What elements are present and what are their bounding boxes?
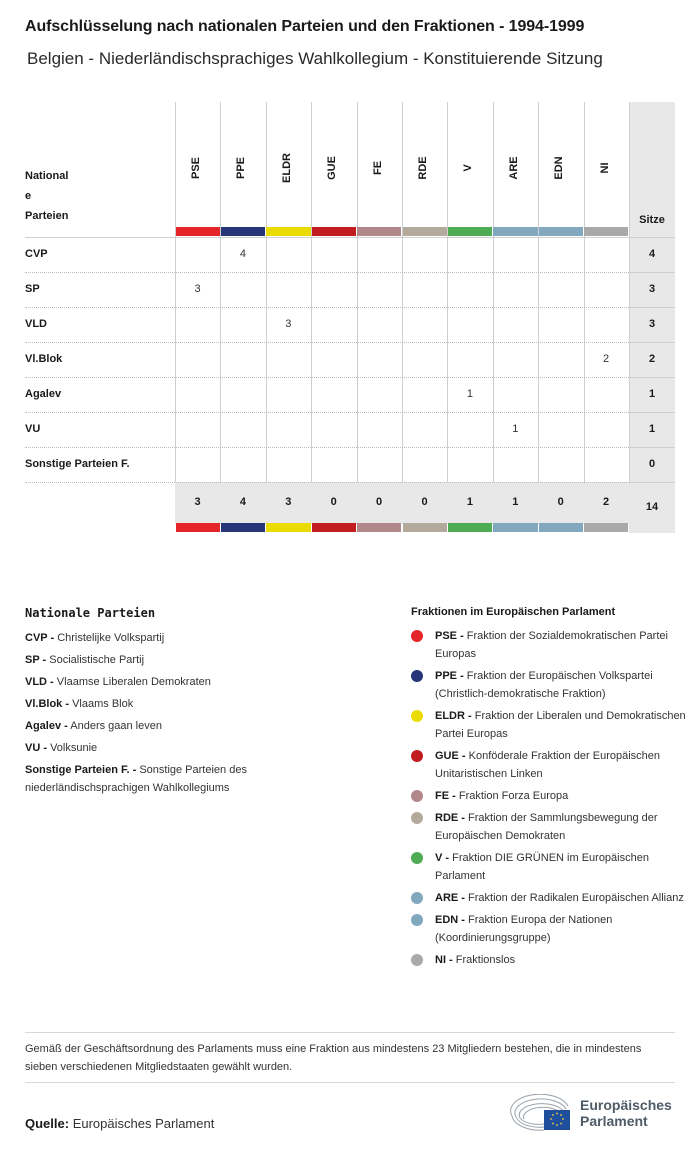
party-abbreviation: VU - bbox=[25, 742, 47, 754]
column-total: 1 bbox=[512, 496, 519, 508]
legend-group-item bbox=[411, 667, 691, 703]
party-abbreviation: Agalev - bbox=[25, 720, 68, 732]
legend-parties-title: Nationale Parteien bbox=[25, 606, 156, 620]
party-abbreviation: SP - bbox=[25, 654, 47, 666]
group-abbreviation: ELDR - bbox=[435, 710, 472, 722]
legend-party-item bbox=[25, 673, 355, 691]
group-color-bar-bottom-eldr bbox=[266, 523, 310, 532]
row-label: VU bbox=[25, 423, 41, 435]
row-header-label: National e Parteien bbox=[25, 170, 69, 222]
footnote: Gemäß der Geschäftsordnung des Parlaments muss eine Fraktion aus mindestens 23 Mitgliedern bestehen, die in mindestens sieben verschiedenen Mitgliedstaaten gewählt wurden. bbox=[25, 1043, 642, 1073]
column-total: 0 bbox=[421, 496, 428, 508]
row-seats-total: 4 bbox=[648, 248, 656, 260]
group-abbreviation: RDE - bbox=[435, 812, 465, 824]
column-total: 3 bbox=[194, 496, 201, 508]
table-cell: 3 bbox=[194, 283, 201, 295]
legend-group-item bbox=[411, 849, 691, 885]
column-header-edn: EDN bbox=[553, 156, 566, 180]
row-divider-seats bbox=[629, 342, 675, 343]
party-abbreviation: Vl.Blok - bbox=[25, 698, 70, 710]
party-name: Volksunie bbox=[50, 742, 98, 754]
group-color-dot-icon bbox=[411, 630, 423, 642]
row-divider bbox=[25, 272, 629, 273]
group-name: Fraktionslos bbox=[455, 954, 516, 966]
row-divider-seats bbox=[629, 447, 675, 448]
column-header-ppe: PPE bbox=[235, 157, 248, 180]
legend-party-item bbox=[25, 739, 355, 757]
group-color-dot-icon bbox=[411, 954, 423, 966]
ep-logo bbox=[508, 1094, 678, 1134]
row-divider bbox=[25, 377, 629, 378]
row-label: CVP bbox=[25, 248, 48, 260]
group-name: Fraktion der Sammlungsbewegung der Europäischen Demokraten bbox=[435, 812, 658, 842]
group-color-dot-icon bbox=[411, 852, 423, 864]
legend-group-item bbox=[411, 627, 691, 663]
legend-group-item bbox=[411, 747, 691, 783]
table-cell: 4 bbox=[239, 248, 246, 260]
party-abbreviation: VLD - bbox=[25, 676, 54, 688]
legend-party-item bbox=[25, 761, 355, 797]
page-title: Aufschlüsselung nach nationalen Parteien und den Fraktionen - 1994-1999 bbox=[25, 18, 585, 35]
group-color-bar-bottom-ppe bbox=[221, 523, 265, 532]
legend-national-parties bbox=[25, 606, 355, 801]
group-color-bar-bottom-gue bbox=[312, 523, 356, 532]
group-abbreviation: ARE - bbox=[435, 892, 465, 904]
group-name: Fraktion der Sozialdemokratischen Partei Europas bbox=[435, 630, 668, 660]
column-divider bbox=[538, 102, 539, 482]
legend-party-item bbox=[25, 717, 355, 735]
column-total: 3 bbox=[285, 496, 292, 508]
party-name: Christelijke Volkspartij bbox=[57, 632, 165, 644]
group-color-dot-icon bbox=[411, 914, 423, 926]
party-name: Socialistische Partij bbox=[49, 654, 145, 666]
source-line bbox=[25, 1116, 214, 1131]
row-divider bbox=[25, 412, 629, 413]
source-label: Quelle: bbox=[25, 1116, 70, 1131]
column-header-v: V bbox=[462, 164, 475, 172]
legend-group-item bbox=[411, 809, 691, 845]
group-color-bar-are bbox=[493, 227, 537, 236]
legend-group-item bbox=[411, 911, 691, 947]
party-name: Vlaamse Liberalen Demokraten bbox=[56, 676, 211, 688]
group-abbreviation: EDN - bbox=[435, 914, 465, 926]
row-label: VLD bbox=[25, 318, 47, 330]
group-name: Fraktion Europa der Nationen (Koordinierungsgruppe) bbox=[435, 914, 613, 944]
column-divider bbox=[447, 102, 448, 482]
row-seats-total: 1 bbox=[648, 423, 656, 435]
legend-groups-title: Fraktionen im Europäischen Parlament bbox=[411, 606, 616, 618]
group-color-dot-icon bbox=[411, 812, 423, 824]
group-color-bar-ppe bbox=[221, 227, 265, 236]
group-abbreviation: FE - bbox=[435, 790, 456, 802]
row-divider bbox=[25, 342, 629, 343]
row-divider-seats bbox=[629, 412, 675, 413]
legend-party-item bbox=[25, 629, 355, 647]
row-divider-seats bbox=[629, 482, 675, 483]
group-abbreviation: GUE - bbox=[435, 750, 466, 762]
legend-party-item bbox=[25, 651, 355, 669]
column-header-rde: RDE bbox=[417, 156, 429, 180]
header-divider bbox=[25, 237, 675, 238]
row-seats-total: 2 bbox=[648, 353, 656, 365]
table-cell: 2 bbox=[603, 353, 610, 365]
row-divider-seats bbox=[629, 272, 675, 273]
column-header-eldr: ELDR bbox=[280, 153, 293, 183]
legend-group-item bbox=[411, 787, 691, 805]
party-abbreviation: Sonstige Parteien F. - bbox=[25, 764, 137, 776]
column-total: 1 bbox=[466, 496, 473, 508]
group-name: Fraktion DIE GRÜNEN im Europäischen Parlament bbox=[435, 852, 649, 882]
column-header-fe: FE bbox=[371, 160, 384, 176]
group-color-dot-icon bbox=[411, 670, 423, 682]
group-abbreviation: V - bbox=[435, 852, 450, 864]
row-divider bbox=[25, 307, 629, 308]
column-total: 0 bbox=[376, 496, 383, 508]
column-header-gue: GUE bbox=[326, 156, 339, 180]
column-header-pse: PSE bbox=[190, 157, 202, 180]
row-divider-seats bbox=[629, 307, 675, 308]
column-total: 4 bbox=[239, 496, 246, 508]
group-color-dot-icon bbox=[411, 750, 423, 762]
column-total: 2 bbox=[603, 496, 610, 508]
group-name: Fraktion Forza Europa bbox=[458, 790, 569, 802]
group-name: Fraktion der Liberalen und Demokratischen Partei Europas bbox=[435, 710, 686, 740]
party-name: Sonstige Parteien des niederländischsprachigen Wahlkollegiums bbox=[25, 764, 247, 794]
group-color-bar-bottom-rde bbox=[403, 523, 447, 532]
column-total: 0 bbox=[557, 496, 564, 508]
column-divider bbox=[220, 102, 221, 482]
party-name: Vlaams Blok bbox=[72, 698, 134, 710]
group-color-bar-gue bbox=[312, 227, 356, 236]
group-color-bar-bottom-ni bbox=[584, 523, 628, 532]
legend-group-item bbox=[411, 951, 691, 969]
group-color-dot-icon bbox=[411, 892, 423, 904]
party-abbreviation: CVP - bbox=[25, 632, 55, 644]
group-color-dot-icon bbox=[411, 710, 423, 722]
group-name: Konföderale Fraktion der Europäischen Unitaristischen Linken bbox=[435, 750, 661, 780]
group-color-bar-bottom-pse bbox=[176, 523, 220, 532]
page-subtitle: Belgien - Niederländischsprachiges Wahlkollegium - Konstituierende Sitzung bbox=[27, 49, 603, 68]
legend-group-item bbox=[411, 889, 691, 907]
row-seats-total: 3 bbox=[648, 283, 656, 295]
row-seats-total: 0 bbox=[648, 458, 656, 470]
row-label: Vl.Blok bbox=[25, 353, 63, 365]
row-divider bbox=[25, 482, 629, 483]
group-color-bar-fe bbox=[357, 227, 401, 236]
column-header-ni: NI bbox=[598, 162, 611, 174]
column-divider bbox=[357, 102, 358, 482]
group-abbreviation: PPE - bbox=[435, 670, 464, 682]
group-color-bar-rde bbox=[403, 227, 447, 236]
column-total: 0 bbox=[330, 496, 337, 508]
seat-distribution-table bbox=[25, 102, 675, 534]
row-label: SP bbox=[25, 283, 40, 295]
row-label: Agalev bbox=[25, 388, 62, 400]
hemicycle-flag-icon bbox=[508, 1094, 574, 1134]
column-header-are: ARE bbox=[507, 156, 520, 180]
column-divider bbox=[584, 102, 585, 482]
group-name: Fraktion der Radikalen Europäischen Allianz bbox=[468, 892, 684, 904]
row-seats-total: 1 bbox=[648, 388, 656, 400]
source-value: Europäisches Parlament bbox=[72, 1116, 215, 1131]
group-abbreviation: NI - bbox=[435, 954, 453, 966]
divider bbox=[25, 1082, 675, 1083]
group-color-bar-edn bbox=[539, 227, 583, 236]
divider bbox=[25, 1032, 675, 1033]
seats-header: Sitze bbox=[639, 214, 665, 226]
group-abbreviation: PSE - bbox=[435, 630, 464, 642]
logo-text: Europäisches Parlament bbox=[580, 1097, 672, 1129]
row-label: Sonstige Parteien F. bbox=[25, 458, 130, 470]
group-color-bar-bottom-are bbox=[493, 523, 537, 532]
group-color-bar-pse bbox=[176, 227, 220, 236]
group-name: Fraktion der Europäischen Volkspartei (Christlich-demokratische Fraktion) bbox=[435, 670, 653, 700]
group-color-bar-v bbox=[448, 227, 492, 236]
group-color-bar-bottom-edn bbox=[539, 523, 583, 532]
legend-political-groups bbox=[411, 606, 691, 973]
table-cell: 1 bbox=[512, 423, 519, 435]
legend-group-item bbox=[411, 707, 691, 743]
party-name: Anders gaan leven bbox=[70, 720, 162, 732]
group-color-bar-bottom-v bbox=[448, 523, 492, 532]
grand-total: 14 bbox=[645, 501, 659, 513]
column-divider bbox=[402, 102, 403, 482]
column-divider bbox=[311, 102, 312, 482]
row-seats-total: 3 bbox=[648, 318, 656, 330]
group-color-bar-ni bbox=[584, 227, 628, 236]
group-color-dot-icon bbox=[411, 790, 423, 802]
column-divider bbox=[266, 102, 267, 482]
row-divider bbox=[25, 447, 629, 448]
group-color-bar-bottom-fe bbox=[357, 523, 401, 532]
legend-party-item bbox=[25, 695, 355, 713]
table-cell: 3 bbox=[285, 318, 292, 330]
table-cell: 1 bbox=[466, 388, 473, 400]
group-color-bar-eldr bbox=[266, 227, 310, 236]
row-divider-seats bbox=[629, 377, 675, 378]
